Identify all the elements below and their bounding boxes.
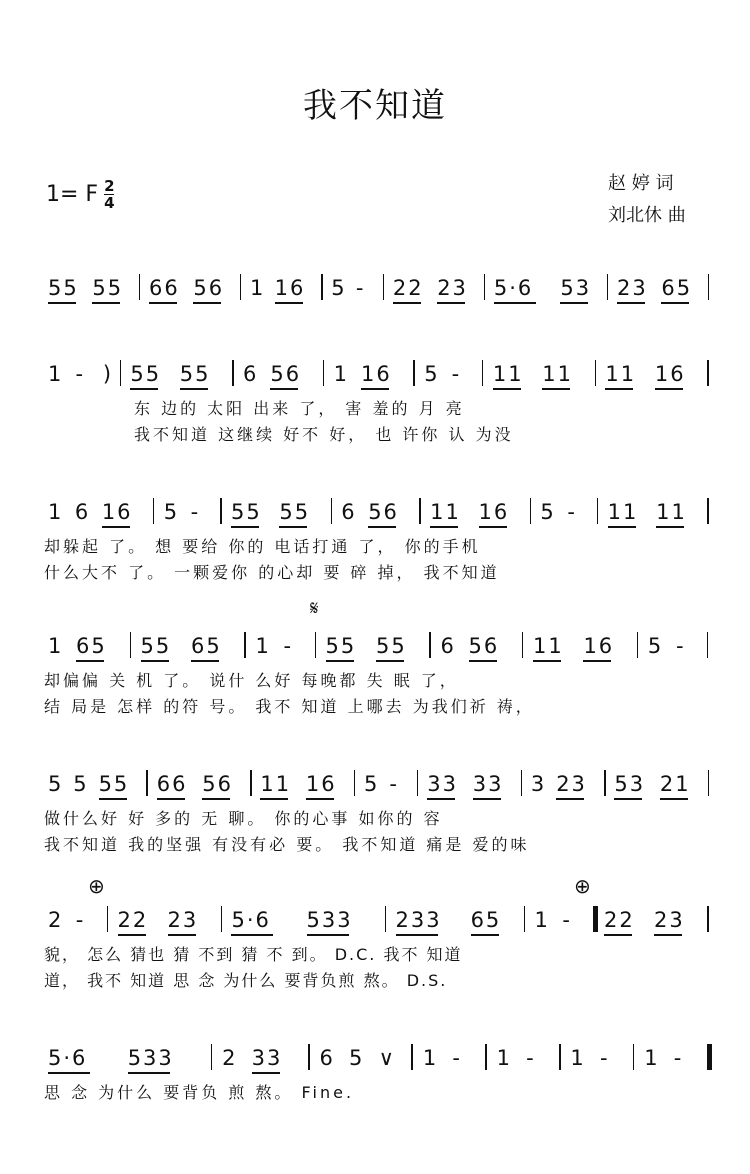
note-group: 56 [468,634,500,658]
note-group: 33 [427,772,458,796]
credits [608,168,686,232]
lyrics-verse-2: 我不知道 我的坚强 有没有必 要。 我不知道 痛是 爱的味 [44,835,530,854]
notes-line [44,898,714,942]
barline [707,906,709,932]
beam [660,798,688,800]
note-group: 55 [92,276,124,300]
note-group: 1 [644,1046,660,1070]
notes-line [44,624,714,668]
note-group: 5·6 [231,908,271,932]
note-group: 23 [617,276,648,300]
note-group: 23 [167,908,199,932]
barline [331,498,333,524]
barline [597,498,599,524]
beam [617,302,645,304]
note-group: 23 [654,908,685,932]
barline [323,360,325,386]
lyrics-verse-1: 貌， 怎么 猜也 猜 不到 猜 不 到。 D.C. 我不 知道 [44,945,463,964]
notes-line [44,352,714,396]
note-group: 16 [478,500,510,524]
barline [559,1044,561,1070]
beam [437,302,465,304]
note-group: - [190,500,201,524]
note-group: 5 [73,772,89,796]
note-group: 65 [190,634,222,658]
note-group: 16 [583,634,615,658]
beam [275,302,303,304]
note-group: 533 [306,908,353,932]
note-group: 1 [48,362,64,386]
note-group: 6 [319,1046,335,1070]
beam [542,388,570,390]
note-group: 56 [202,772,233,796]
barline [429,632,431,658]
beam [180,388,208,390]
note-group: 11 [260,772,292,796]
note-group: 5·6 [48,1046,88,1070]
note-group: - [562,908,572,932]
note-group: 55 [179,362,211,386]
note-group: 53 [614,772,646,796]
system-2 [44,352,714,448]
lyrics-verse-1: 却躲起 了。 想 要给 你的 电话打通 了， 你的手机 [44,537,481,556]
beam [130,388,158,390]
beam [473,798,501,800]
barline [321,274,323,300]
note-group: 33 [472,772,504,796]
note-group: 2 [48,908,64,932]
beam [168,934,196,936]
beam [118,934,146,936]
beam [361,388,389,390]
system-1 [44,266,714,310]
note-group: 11 [605,362,637,386]
note-group: 1 [333,362,349,386]
note-group: ) [102,362,114,386]
note-group: 5 [424,362,440,386]
note-group: 5 [647,634,664,658]
beam [654,934,682,936]
note-group: 1 [422,1046,439,1070]
note-group: 11 [656,500,687,524]
notes-line [44,490,714,534]
beam [157,798,185,800]
song-title: 我不知道 [303,86,447,126]
barline [240,274,242,300]
barline [484,274,486,300]
barline [250,770,252,796]
beam [605,388,633,390]
beam [655,388,683,390]
barline [120,360,122,386]
note-group: - [451,362,462,386]
note-group: 5 [331,276,347,300]
note-group: - [75,362,86,386]
beam [99,798,127,800]
note-group: 5 [349,1046,365,1070]
lyrics-verse-2: 结 局是 怎样 的符 号。 我不 知道 上哪去 为我们祈 祷， [44,697,535,716]
note-group: 5 [540,500,556,524]
note-group: 11 [430,500,461,524]
system-5 [44,762,714,858]
barline [604,770,606,796]
time-top: 2 [104,177,115,195]
beam [533,660,561,662]
beam [260,798,288,800]
note-group: 56 [270,362,302,386]
notes-line [44,1036,714,1080]
beam [376,660,404,662]
beam [396,934,438,936]
barline [485,1044,487,1070]
barline [308,1044,310,1070]
note-group: 55 [325,634,357,658]
beam [102,526,130,528]
barline [521,770,523,796]
note-group: 16 [305,772,337,796]
beam [608,526,636,528]
barline [595,360,597,386]
beam [191,660,219,662]
segno-sign: 𝄋 [310,596,319,620]
barline [607,274,609,300]
time-signature [104,178,114,211]
note-group: 65 [76,634,107,658]
note-group: - [599,1046,610,1070]
beam [48,302,76,304]
note-group: 55 [140,634,172,658]
note-group: 65 [470,908,502,932]
beam [128,1072,170,1074]
barline [530,498,532,524]
system-7 [44,1036,714,1106]
barline [419,498,421,524]
note-group: 23 [556,772,587,796]
barline [411,1044,413,1070]
barline [153,498,155,524]
beam [76,660,104,662]
beam [306,798,334,800]
notes-line [44,266,714,310]
lyrics-verse-1: 做什么好 好 多的 无 聊。 你的心事 如你的 容 [44,809,443,828]
beam [393,302,421,304]
beam [202,798,230,800]
beam [583,660,611,662]
barline [139,274,141,300]
beam [252,1072,280,1074]
lyrics-verse-2: 什么大不 了。 一颗爱你 的心却 要 碎 掉， 我不知道 [44,563,500,582]
note-group: 16 [274,276,306,300]
note-group: 22 [117,908,149,932]
barline [707,498,709,524]
barline [417,770,419,796]
barline [522,632,524,658]
beam [92,302,120,304]
note-group: 1 [255,634,271,658]
note-group: 55 [98,772,130,796]
beam [270,388,298,390]
note-group: ∨ [378,1046,396,1070]
barline [130,632,132,658]
beam [307,934,349,936]
barline [413,360,415,386]
barline [383,274,385,300]
barline [633,1044,635,1070]
barline [211,1044,213,1070]
beam [556,798,584,800]
note-group: 16 [654,362,686,386]
key-signature [46,178,115,211]
system-3 [44,490,714,586]
coda-sign-2: ⊕ [574,874,591,898]
note-group: - [283,634,294,658]
note-group: 11 [492,362,524,386]
note-group: 66 [148,276,180,300]
note-group: 3 [530,772,547,796]
beam [479,526,507,528]
note-group: 6 [341,500,357,524]
note-group: 11 [607,500,639,524]
lyricist: 赵 婷 词 [608,173,674,194]
note-group: - [355,276,366,300]
time-bottom: 4 [104,194,115,212]
beam [48,1072,90,1074]
note-group: 1 [534,908,550,932]
note-group: 1 [570,1046,586,1070]
barline [385,906,387,932]
barline [315,632,317,658]
note-group: 55 [375,634,407,658]
barline [708,274,710,300]
beam [493,388,521,390]
beam [231,934,273,936]
beam [430,526,458,528]
note-group: 1 [48,500,64,524]
system-4 [44,596,714,720]
beam [141,660,169,662]
note-group: 55 [48,276,79,300]
beam [560,302,588,304]
note-group: 16 [361,362,392,386]
lyrics-verse-1: 东 边的 太阳 出来 了， 害 羞的 月 亮 [134,399,465,418]
beam [326,660,354,662]
barline [708,770,710,796]
note-group: 5 [48,772,64,796]
beam [231,526,259,528]
note-group: 22 [604,908,635,932]
barline [707,632,709,658]
note-group: 33 [251,1046,283,1070]
beam [614,798,642,800]
note-group: 21 [659,772,691,796]
barline [146,770,148,796]
composer: 刘北休 曲 [608,205,686,226]
barline [232,360,234,386]
lyrics-verse-2: 我不知道 这继续 好不 好， 也 许你 认 为没 [134,425,514,444]
beam [604,934,632,936]
note-group: 55 [279,500,311,524]
note-group: 6 [440,634,456,658]
barline [524,906,526,932]
beam [469,660,497,662]
note-group: 11 [532,634,564,658]
note-group: 1 [496,1046,512,1070]
note-group: 55 [230,500,262,524]
barline [593,906,598,932]
barline [220,498,222,524]
key-text: 1= F [46,182,99,207]
beam [149,302,177,304]
beam [494,302,536,304]
note-group: 56 [193,276,225,300]
note-group: 16 [101,500,133,524]
beam [193,302,221,304]
beam [471,934,499,936]
note-group: - [673,1046,684,1070]
note-group: 2 [222,1046,238,1070]
note-group: - [675,634,686,658]
barline [707,360,709,386]
note-group: - [75,908,86,932]
beam [427,798,455,800]
barline [107,906,109,932]
note-group: 5·6 [493,276,534,300]
system-6 [44,874,714,994]
note-group: 1 [48,634,64,658]
lyrics-verse-2: 道， 我不 知道 思 念 为什么 要背负煎 熬。 D.S. [44,971,448,990]
note-group: 23 [437,276,468,300]
note-group: 53 [560,276,592,300]
note-group: 1 [249,276,266,300]
barline [221,906,223,932]
note-group: 5 [163,500,180,524]
note-group: 11 [542,362,573,386]
barline [637,632,639,658]
lyrics-verse-1: 思 念 为什么 要背负 煎 熬。 Fine. [44,1083,355,1102]
beam [368,526,396,528]
coda-sign-1: ⊕ [88,874,105,898]
lyrics-verse-1: 却偏偏 关 机 了。 说什 么好 每晚都 失 眠 了， [44,671,459,690]
note-group: 6 [242,362,259,386]
note-group: 5 [364,772,380,796]
note-group: 66 [156,772,188,796]
note-group: 233 [395,908,442,932]
note-group: 65 [661,276,693,300]
note-group: - [389,772,399,796]
note-group: 56 [368,500,399,524]
note-group: - [452,1046,462,1070]
note-group: 533 [127,1046,174,1070]
note-group: 6 [74,500,91,524]
barline [244,632,246,658]
note-group: - [526,1046,536,1070]
beam [656,526,684,528]
beam [661,302,689,304]
note-group: 55 [130,362,162,386]
note-group: - [567,500,577,524]
beam [279,526,307,528]
barline [482,360,484,386]
barline [707,1044,712,1070]
note-group: 22 [392,276,424,300]
notes-line [44,762,714,806]
barline [354,770,356,796]
